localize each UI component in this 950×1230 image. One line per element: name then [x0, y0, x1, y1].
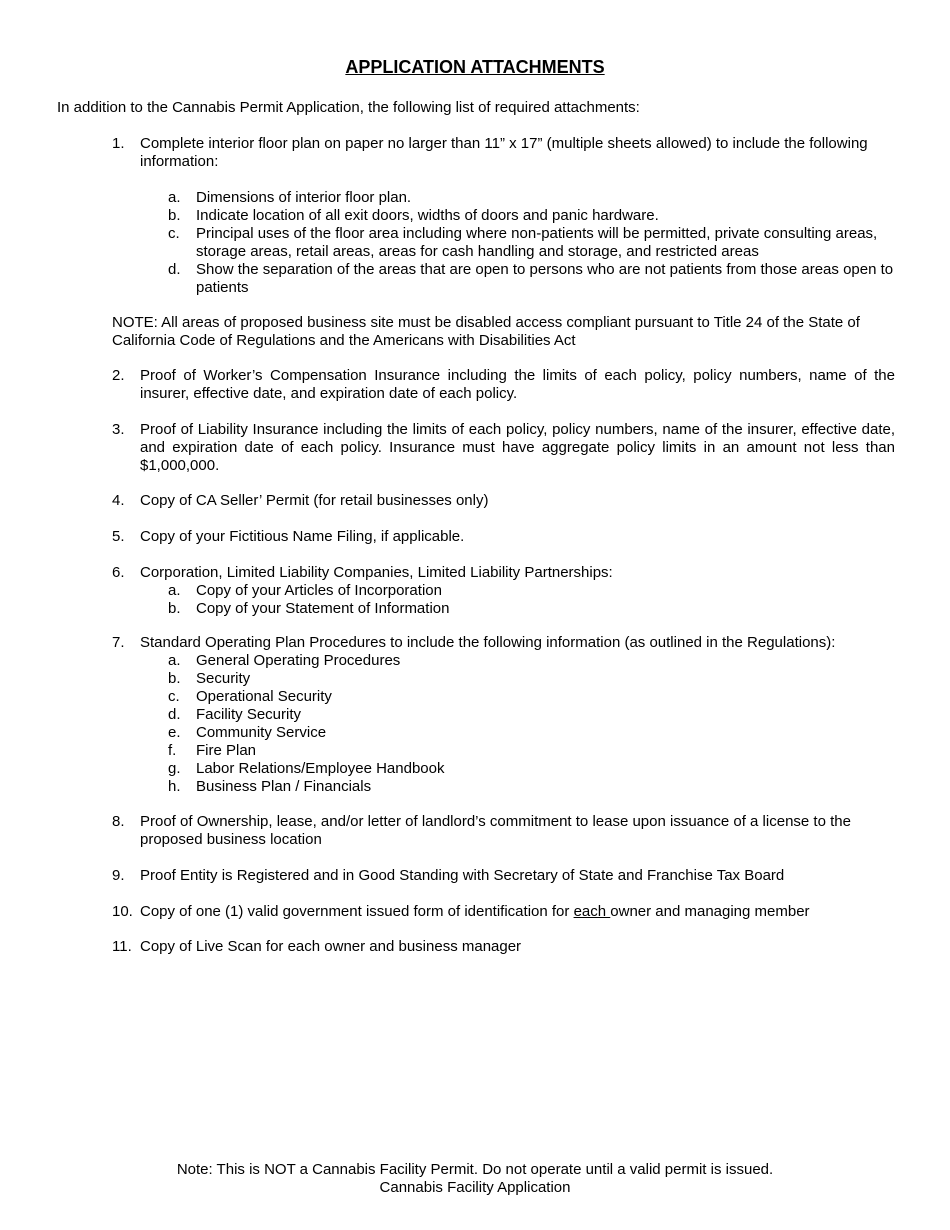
- sub-item-letter: f.: [168, 742, 177, 759]
- sub-item-letter: b.: [168, 600, 181, 617]
- sub-item-text: Security: [196, 670, 251, 687]
- item-number: 9.: [112, 867, 125, 884]
- item-text: Proof of Liability Insurance including the limits of each policy, policy numbers, name of the insurer, effective date, and expiration date of each policy. Insurance must have aggregate policy limits in an amount not less than $1,000,000.: [140, 421, 895, 474]
- item-number: 11.: [112, 938, 132, 955]
- sub-item: [112, 742, 895, 760]
- list-item-5: [112, 528, 895, 546]
- sub-item: [112, 688, 895, 706]
- item-text: [140, 903, 895, 921]
- list-item-4: [112, 492, 895, 510]
- sub-item-letter: g.: [168, 760, 181, 777]
- footer-note: Note: This is NOT a Cannabis Facility Permit. Do not operate until a valid permit is issued.: [176, 1161, 774, 1178]
- item-number: 10.: [112, 903, 133, 920]
- sub-item-text: Show the separation of the areas that are open to persons who are not patients from those areas open to patients: [196, 261, 894, 296]
- list-item-10: [112, 903, 895, 921]
- item-number: 7.: [112, 634, 125, 651]
- sub-item: [112, 706, 895, 724]
- sub-item: [112, 652, 895, 670]
- sub-item: [112, 724, 895, 742]
- sub-item: [112, 778, 895, 796]
- item-number: 5.: [112, 528, 125, 545]
- sub-item-letter: c.: [168, 225, 180, 242]
- item-text: Proof Entity is Registered and in Good Standing with Secretary of State and Franchise Tax Board: [140, 867, 785, 884]
- sub-item-text: Labor Relations/Employee Handbook: [196, 760, 445, 777]
- sub-item-letter: b.: [168, 207, 181, 224]
- item-text: Copy of CA Seller’ Permit (for retail businesses only): [140, 492, 489, 509]
- sub-item-letter: d.: [168, 261, 181, 278]
- sub-item-letter: a.: [168, 652, 181, 669]
- sub-item-text: Facility Security: [196, 706, 302, 723]
- sub-item-letter: e.: [168, 724, 181, 741]
- item-text: Copy of Live Scan for each owner and business manager: [140, 938, 522, 955]
- sub-item-text: Copy of your Articles of Incorporation: [196, 582, 442, 599]
- list-item-3: [112, 421, 895, 475]
- accessibility-note: NOTE: All areas of proposed business site must be disabled access compliant pursuant to Title 24 of the State of California Code of Regulations and the Americans with Disabilities Act: [112, 314, 860, 349]
- sub-item: [112, 582, 895, 600]
- list-item-8: [112, 813, 895, 849]
- item-number: 8.: [112, 813, 125, 830]
- item-text-part: owner and managing member: [610, 903, 810, 920]
- item-text-part: Copy of one (1) valid government issued form of identification for: [140, 903, 574, 920]
- sub-item-letter: a.: [168, 189, 181, 206]
- page-footer: [0, 1161, 950, 1197]
- sub-item-letter: b.: [168, 670, 181, 687]
- item-number: 2.: [112, 367, 125, 384]
- footer-title: Cannabis Facility Application: [379, 1179, 571, 1196]
- item-text: Copy of your Fictitious Name Filing, if applicable.: [140, 528, 465, 545]
- sub-item-letter: c.: [168, 688, 180, 705]
- list-item-11: [112, 938, 895, 956]
- item-text: Standard Operating Plan Procedures to include the following information (as outlined in the Regulations):: [140, 634, 836, 651]
- intro-text: In addition to the Cannabis Permit Application, the following list of required attachments:: [57, 99, 640, 116]
- sub-list: [112, 652, 895, 796]
- sub-item-letter: d.: [168, 706, 181, 723]
- item-text: Corporation, Limited Liability Companies, Limited Liability Partnerships:: [140, 564, 613, 581]
- sub-item-letter: h.: [168, 778, 181, 795]
- sub-item-text: Indicate location of all exit doors, widths of doors and panic hardware.: [196, 207, 659, 224]
- sub-item-text: Community Service: [196, 724, 327, 741]
- item-text: Complete interior floor plan on paper no larger than 11” x 17” (multiple sheets allowed) to include the following information:: [140, 135, 868, 170]
- sub-item-text: Copy of your Statement of Information: [196, 600, 450, 617]
- sub-item: [112, 760, 895, 778]
- item-text: Proof of Worker’s Compensation Insurance including the limits of each policy, policy numbers, name of the insurer, effective date, and expiration date of each policy.: [140, 367, 895, 402]
- page-title: APPLICATION ATTACHMENTS: [345, 57, 605, 77]
- list-item-7: [112, 634, 895, 796]
- sub-list: [112, 189, 895, 297]
- list-item-1: [112, 135, 895, 297]
- list-item-2: [112, 367, 895, 403]
- sub-item: [112, 189, 895, 207]
- sub-item: [112, 225, 895, 261]
- sub-item-text: Dimensions of interior floor plan.: [196, 189, 412, 206]
- item-number: 6.: [112, 564, 125, 581]
- sub-item-text: General Operating Procedures: [196, 652, 401, 669]
- sub-item-text: Fire Plan: [196, 742, 257, 759]
- sub-item-letter: a.: [168, 582, 181, 599]
- list-item-9: [112, 867, 895, 885]
- sub-list: [112, 582, 895, 618]
- item-number: 4.: [112, 492, 125, 509]
- sub-item: [112, 670, 895, 688]
- item-number: 3.: [112, 421, 125, 438]
- sub-item: [112, 600, 895, 618]
- sub-item: [112, 207, 895, 225]
- sub-item-text: Operational Security: [196, 688, 332, 705]
- item-number: 1.: [112, 135, 125, 152]
- list-item-6: [112, 564, 895, 618]
- underlined-word: each: [573, 903, 611, 920]
- sub-item-text: Principal uses of the floor area including where non-patients will be permitted, private consulting areas, storage areas, retail areas, areas for cash handling and storage, and restricted areas: [196, 225, 878, 260]
- item-text: Proof of Ownership, lease, and/or letter of landlord’s commitment to lease upon issuance of a license to the proposed business location: [140, 813, 851, 848]
- sub-item-text: Business Plan / Financials: [196, 778, 372, 795]
- sub-item: [112, 261, 895, 297]
